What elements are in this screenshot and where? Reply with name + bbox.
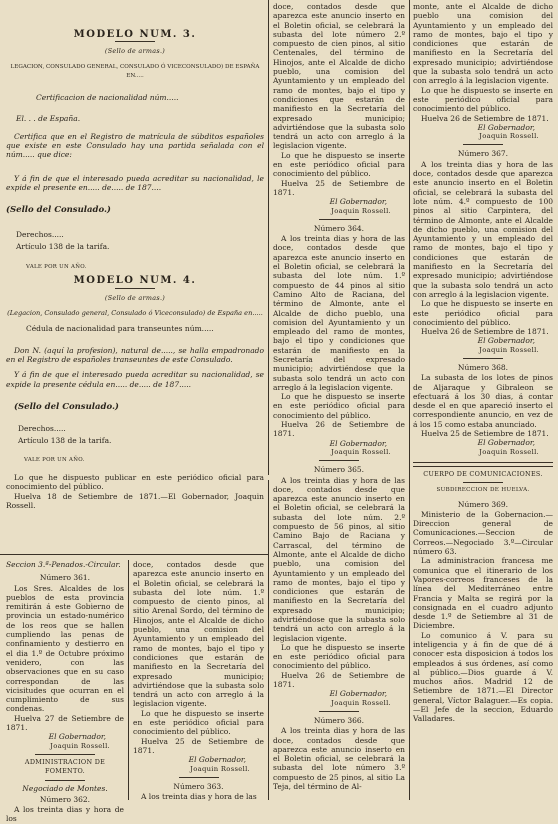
publicar-text: Lo que he dispuesto publicar en este periódico oficial para conocimiento del público. [6, 473, 264, 492]
gobernador-firma: Joaquin Rossell. [331, 698, 391, 707]
texto-368: La subasta de los lotes de pinos de Aljaraque y Gibraleon se efectuará á los 30 dias, á contar desde el en que apareció inserto el correspondiente anuncio, en vez de á los 15 como estaba anunciado. [413, 373, 553, 429]
gobernador-label: El Gobernador, [188, 755, 246, 765]
articulo-tarifa-2: Artículo 138 de la tarifa. [18, 436, 112, 446]
numero-364: Número 364. [313, 223, 365, 233]
fecha-364: Huelva 26 de Setiembre de 1871. [273, 420, 405, 439]
inicio-362: A los treinta dias y hora de los [6, 805, 124, 824]
admin-fomento: ADMINISTRACION DE FOMENTO. [24, 757, 106, 776]
texto-366-cont: monte, ante el Alcalde de dicho pueblo una comision del Ayuntamiento y un empleado del ramo de montes, bajo el tipo y condiciones que estarán de manifiesto en la Secretaría del expresado municipio; advirtiéndose que la subasta solo tendrá un acto con arreglo á la legislacion vigente. [413, 2, 553, 86]
column-rule [128, 560, 129, 800]
column-rule [268, 0, 269, 475]
huelva-18-signature: Huelva 18 de Setiembre de 1871.—El Gobernador, Joaquin Rossell. [6, 491, 264, 510]
fecha-362: Huelva 25 de Setiembre de 1871. [133, 736, 264, 755]
texto-363: doce, contados desde que aparezca este anuncio inserto en el Boletin oficial, se celebrará la subasta del lote número 2.º compuesto de cien pinos, al sitio Centenales, del término de Hinojos, ante el Alcalde de dicho pueblo, una comision del Ayuntamiento y un empleado del ramo de montes, bajo el tipo y condiciones que estarán de manifiesto en la Secretaría del expresado municipio; advirtiéndose que la subasta solo tendrá un acto con arreglo á la legislacion vigente. [273, 2, 405, 151]
texto-364: A los treinta dias y hora de las doce, contados desde que aparezca este anuncio inserto en el Boletin oficial, se celebrará la subasta del lote núm. 1.º compuesto de 44 pinos al sitio Camino Alto de Raciana, del término de Almonte, ante el Alcalde de dicho pueblo, una comision del Ayuntamiento y un empleado del ramo de montes, bajo el tipo y condiciones que estarán de manifiesto en la Secretaría del expresado municipio; advirtiéndose que la subasta solo tendrá un acto con arreglo á la legislacion vigente. [273, 234, 405, 392]
gobernador-label: El Gobernador, [48, 732, 106, 742]
dispuesto-364: Lo que he dispuesto se inserte en este periódico oficial para conocimiento del público. [273, 392, 405, 420]
gobernador-label: El Gobernador, [329, 689, 387, 699]
legacion-header: LEGACION, CONSULADO GENERAL, CONSULADO Ó VICECONSULADO) DE ESPAÑA EN..... [10, 63, 260, 79]
derechos: Derechos..... [16, 229, 64, 239]
cedula: Cédula de nacionalidad para transeuntes núm..... [26, 324, 214, 334]
numero-368: Número 368. [457, 362, 509, 372]
section-rule [0, 554, 268, 555]
column-d [413, 2, 553, 724]
modelo-3-title: MODELO NUM. 3. [73, 29, 197, 40]
fecha-363: Huelva 25 de Setiembre de 1871. [273, 178, 405, 197]
gobernador-label: El Gobernador, [477, 336, 535, 346]
fecha-361: Huelva 27 de Setiembre de 1871. [6, 713, 124, 733]
gobernador-firma: Joaquin Rossell. [479, 345, 539, 354]
numero-362: Número 362. [39, 794, 91, 804]
gobernador-firma: Joaquin Rossell. [190, 764, 250, 773]
gobernador-label: El Gobernador, [329, 197, 387, 207]
derechos-2: Derechos..... [18, 424, 66, 434]
texto-369: Ministerio de la Gobernacion.—Direccion general de Comunicaciones.—Seccion de Correos.—Negociado 3.º—Circular número 63. [413, 509, 553, 557]
numero-367: Número 367. [457, 149, 509, 159]
texto-369b: La administracion francesa me comunica que el itinerario de los Vapores-correos franceses de la línea del Mediterráneo entre Francia y Malta se regirá por la consignada en el cuadro adjunto desde 1.º de Setiembre al 31 de Diciembre. [413, 556, 553, 631]
fin-text-2: Y á fin de que el interesado pueda acreditar su nacionalidad, se expide la presente cédula en..... de..... de 187..... [6, 370, 264, 389]
numero-363: Número 363. [173, 781, 224, 791]
column-c [273, 2, 405, 791]
inicio-363: A los treinta dias y hora de las [141, 792, 257, 802]
numero-369: Número 369. [457, 499, 509, 509]
texto-367: A los treinta dias y hora de las doce, contados desde que aparezca este anuncio inserto en el Boletin oficial, se celebrará la subasta del lote núm. 4.º compuesto de 100 pinos al sitio Carpintera, del término de Almonte, ante el Alcalde de dicho pueblo, una comision del Ayuntamiento y un empleado del ramo de montes, bajo el tipo y condiciones que estarán de manifiesto en la Secretaría del expresado municipio; advirtiéndose que la subasta solo tendrá un acto con arreglo á la legislacion vigente. [413, 159, 553, 299]
numero-361: Número 361. [39, 573, 91, 583]
gobernador-firma: Joaquin Rossell. [331, 447, 391, 456]
column-a [6, 560, 124, 824]
gobernador-firma: Joaquin Rossell. [479, 447, 539, 456]
fin-text: Y á fin de que el interesado pueda acreditar su nacionalidad, le expide el presente en..... de..... de 187.... [6, 173, 264, 192]
seccion-penados: Seccion 3.ª-Penados.-Circular. [6, 560, 121, 569]
subdireccion-huelva: SUBDIRECCION DE HUELVA. [436, 487, 530, 494]
column-b [133, 560, 264, 801]
texto-365: A los treinta dias y hora de las doce, contados desde que aparezca este anuncio inserto en el Boletin oficial, se celebrará la subasta del lote núm. 2.º compuesto de 56 pinos, al sitio Camino Bajo de Raciana y Carrascal, del término de Almonte, ante el Alcalde de dicho pueblo, una comision del Ayuntamiento y un empleado del ramo de montes, bajo el tipo y condiciones que estarán de manifiesto en la Secretaría del expresado municipio; advirtiéndose que la subasta solo tendrá un acto con arreglo á la legislacion vigente. [273, 475, 405, 643]
sello-consulado: (Sello del Consulado.) [6, 205, 111, 216]
dispuesto-366: Lo que he dispuesto se inserte en este periódico oficial para conocimiento del público. [413, 85, 553, 114]
legacion-header-2: (Legacion, Consulado general, Consulado ó Viceconsulado) de España en..... [7, 309, 263, 318]
sello-armas: (Sello de armas.) [104, 47, 166, 56]
dispuesto-367: Lo que he dispuesto se inserte en este periódico oficial para conocimiento del público. [413, 299, 553, 327]
vale-un-ano: VALE POR UN AÑO. [26, 264, 87, 271]
dispuesto-365: Lo que he dispuesto se inserte en este periódico oficial para conocimiento del público. [273, 642, 405, 671]
certifica-text: Certifica que en el Registro de matrícula de súbditos españoles que existe en este Consulado hay una partida señalada con el núm..... que dice: [6, 131, 264, 160]
cuerpo-comunicaciones: CUERPO DE COMUNICACIONES. [423, 469, 543, 478]
gobernador-label: El Gobernador, [329, 438, 387, 448]
gobernador-label: El Gobernador, [477, 438, 535, 448]
texto-362: doce, contados desde que aparezca este anuncio inserto en el Boletin oficial, se celebrará la subasta del lote núm. 1.º compuesto de ciento pinos, al sitio Arenal Sordo, del término de Hinojos, ante el Alcalde de dicho pueblo, una comision del Ayuntamiento y un empleado del ramo de montes, bajo el tipo y condiciones que estarán de manifiesto en la Secretaría del expresado municipio; advirtiéndose que la subasta solo tendrá un acto con arreglo á la legislacion vigente. [133, 560, 264, 709]
numero-366: Número 366. [313, 715, 365, 725]
fecha-368: Huelva 25 de Setiembre de 1871. [421, 429, 549, 439]
column-rule [409, 0, 410, 800]
sello-armas-2: (Sello de armas.) [104, 293, 166, 302]
fecha-366: Huelva 26 de Setiembre de 1871. [421, 113, 549, 123]
sello-consulado-2: (Sello del Consulado.) [14, 401, 119, 412]
texto-361: Los Sres. Alcaldes de los pueblos de esta provincia remitirán á este Gobierno de provincia un estado-numérico de los reos que se hallen cumpliendo las penas de confinamiento y destierro en el dia 1.º de Octubre próximo venidero, con las observaciones que en su caso correspondan de las vicisitudes que ocurran en el cumplimiento de sus condenas. [6, 583, 124, 714]
texto-366: A los treinta dias y hora de las doce, contados desde que aparezca este anuncio inserto en el Boletin oficial, se celebrará la subasta del lote número 3.º compuesto de 25 pinos, al sitio La Teja, del término de Al- [273, 726, 405, 792]
don-n-text: Don N. (aquí la profesion), natural de....., se halla empadronado en el Registro de españoles transeuntes de este Consulado. [6, 345, 264, 364]
dispuesto-363: Lo que he dispuesto se inserte en este periódico oficial para conocimiento del público. [273, 150, 405, 179]
gobernador-firma: Joaquin Rossell. [331, 206, 391, 215]
articulo-tarifa: Artículo 138 de la tarifa. [16, 241, 110, 251]
vale-un-ano-2: VALE POR UN AÑO. [24, 456, 85, 463]
models-section [6, 30, 264, 510]
gobernador-firma: Joaquin Rossell. [479, 132, 539, 141]
dispuesto-362: Lo que he dispuesto se inserte en este periódico oficial para conocimiento del público. [133, 708, 264, 737]
fecha-365: Huelva 26 de Setiembre de 1871. [273, 670, 405, 690]
el-de-espana: El. . . de España. [16, 114, 81, 124]
numero-365: Número 365. [313, 465, 365, 475]
fecha-367: Huelva 26 de Setiembre de 1871. [421, 327, 549, 337]
texto-369c: Lo comunico á V. para su inteligencia y á fin de que dé á conocer esta disposicion á todos los empleados á sus órdenes, así como al público.—Dios guarde á V. muchos años. Madrid 12 de Setiembre de 1871.—El Director general, Víctor Balaguer.—Es copia.—El Jefe de la seccion, Eduardo Valladares. [413, 630, 553, 724]
certificacion: Certificacion de nacionalidad núm..... [36, 93, 179, 103]
negociado-montes: Negociado de Montes. [22, 783, 108, 793]
modelo-4-title: MODELO NUM. 4. [73, 275, 197, 287]
gobernador-label: El Gobernador, [477, 122, 535, 132]
gobernador-firma: Joaquin Rossell. [50, 741, 110, 750]
column-rule [268, 480, 269, 800]
